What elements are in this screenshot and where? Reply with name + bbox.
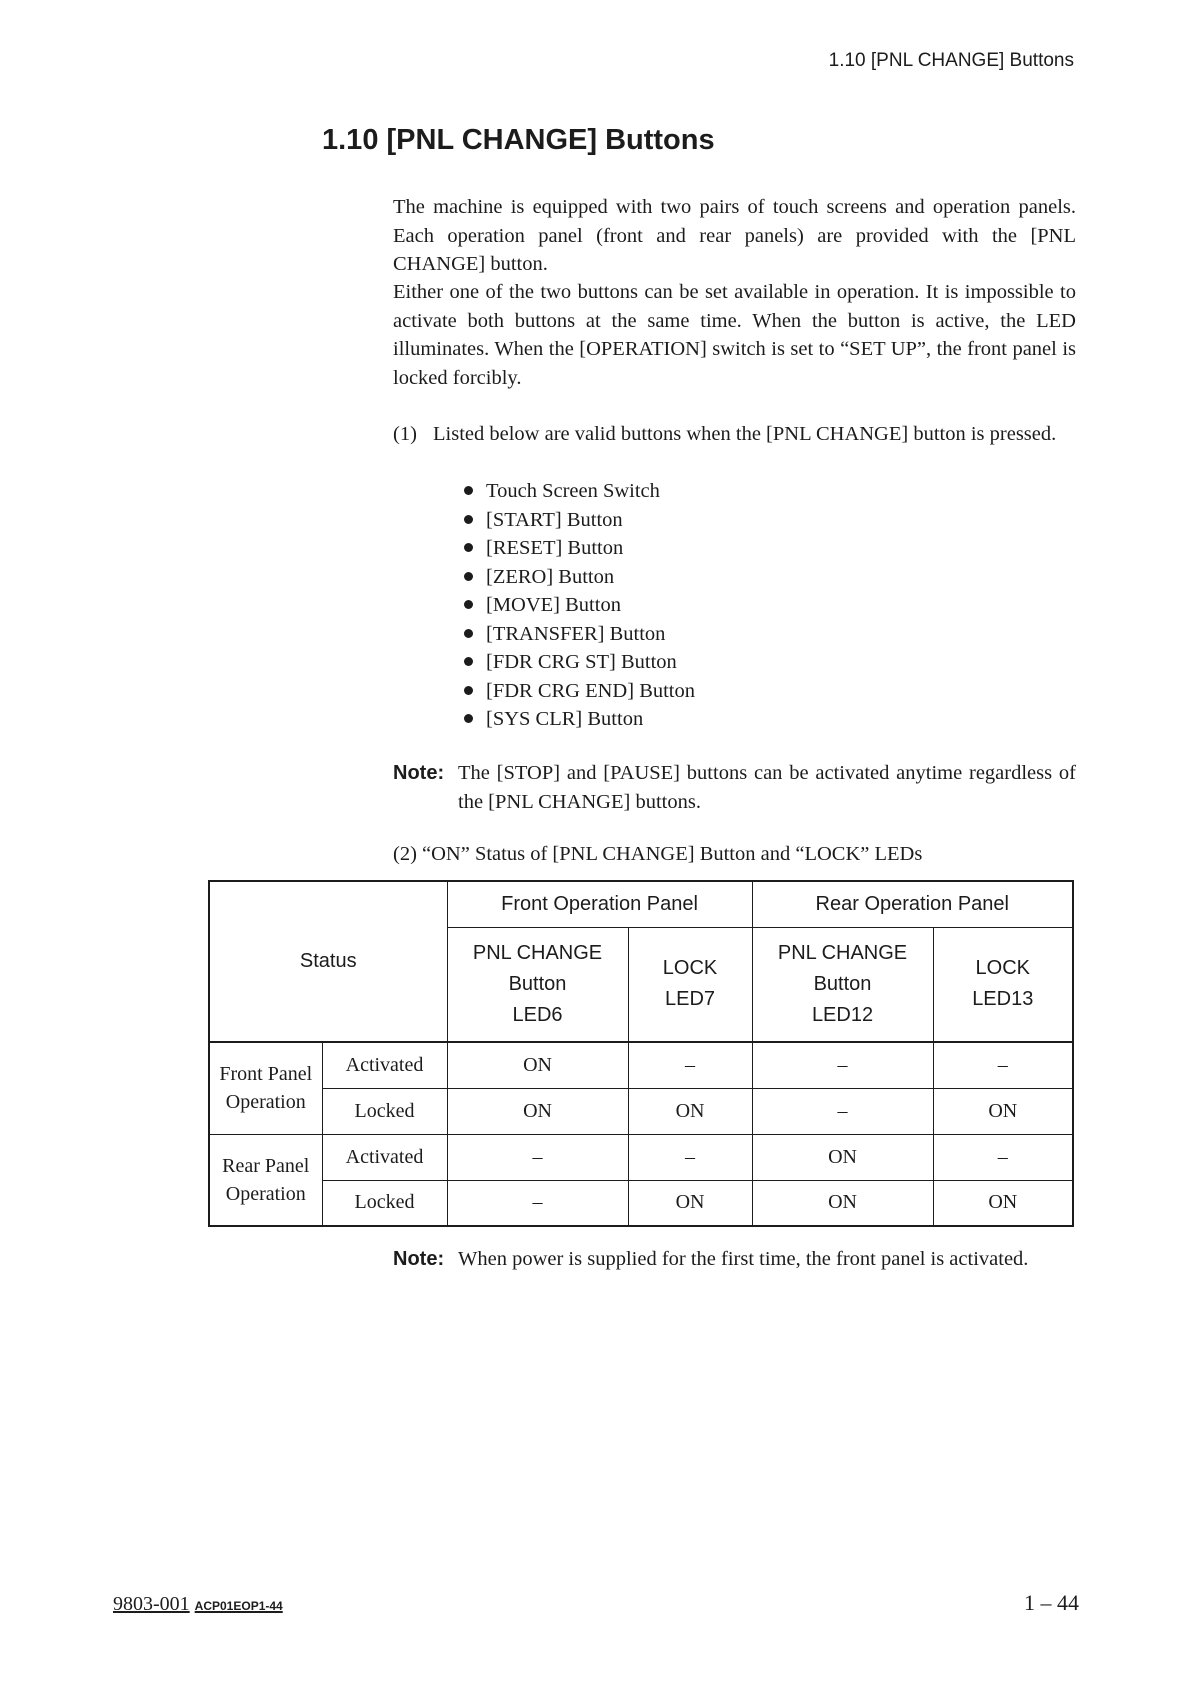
section-title: 1.10 [PNL CHANGE] Buttons xyxy=(322,124,715,156)
list-item: [RESET] Button xyxy=(462,534,695,563)
bullet-icon xyxy=(464,600,473,609)
state-cell: Activated xyxy=(322,1134,447,1180)
value-cell: – xyxy=(752,1088,933,1134)
value-cell: – xyxy=(447,1180,628,1226)
rear-panel-header: Rear Operation Panel xyxy=(752,881,1073,927)
value-cell: ON xyxy=(628,1180,752,1226)
bullet-icon xyxy=(464,543,473,552)
note-label: Note: xyxy=(393,1248,445,1270)
value-cell: ON xyxy=(933,1088,1073,1134)
footer-doc-number: 9803-001 ACP01EOP1-44 xyxy=(113,1593,283,1615)
status-header: Status xyxy=(209,881,447,1042)
front-panel-header: Front Operation Panel xyxy=(447,881,752,927)
note-text: When power is supplied for the first time, the front panel is activated. xyxy=(458,1248,1029,1270)
table-row xyxy=(209,1042,1073,1088)
item-number: (1) xyxy=(393,423,417,445)
value-cell: ON xyxy=(447,1042,628,1088)
value-cell: ON xyxy=(447,1088,628,1134)
state-cell: Locked xyxy=(322,1088,447,1134)
col-rear-lock: LOCK LED13 xyxy=(933,927,1073,1042)
value-cell: – xyxy=(933,1042,1073,1088)
list-item: [MOVE] Button xyxy=(462,591,695,620)
value-cell: – xyxy=(447,1134,628,1180)
table-row xyxy=(209,1134,1073,1180)
bullet-icon xyxy=(464,714,473,723)
note xyxy=(393,759,1076,816)
col-front-pnl-change: PNL CHANGE Button LED6 xyxy=(447,927,628,1042)
group-front-panel: Front Panel Operation xyxy=(209,1042,322,1134)
numbered-item xyxy=(393,420,1076,449)
intro-paragraph: Either one of the two buttons can be set available in operation. It is impossible to activate both buttons at the same time. When the button is active, the LED illuminates. When the [OPERATION] switch is set to “SET UP”, the front panel is locked forcibly. xyxy=(393,281,1076,389)
value-cell: – xyxy=(628,1134,752,1180)
col-rear-pnl-change: PNL CHANGE Button LED12 xyxy=(752,927,933,1042)
bullet-icon xyxy=(464,572,473,581)
list-item: [FDR CRG END] Button xyxy=(462,677,695,706)
bullet-icon xyxy=(464,657,473,666)
col-front-lock: LOCK LED7 xyxy=(628,927,752,1042)
value-cell: – xyxy=(933,1134,1073,1180)
state-cell: Activated xyxy=(322,1042,447,1088)
list-item: [ZERO] Button xyxy=(462,563,695,592)
page-number: 1 – 44 xyxy=(1024,1590,1079,1615)
bullet-icon xyxy=(464,515,473,524)
table-row xyxy=(209,1088,1073,1134)
value-cell: – xyxy=(752,1042,933,1088)
note-label: Note: xyxy=(393,762,445,784)
value-cell: ON xyxy=(752,1134,933,1180)
bullet-icon xyxy=(464,486,473,495)
value-cell: – xyxy=(628,1042,752,1088)
footer-doc-sub: ACP01EOP1-44 xyxy=(194,1599,283,1613)
value-cell: ON xyxy=(933,1180,1073,1226)
bullet-icon xyxy=(464,686,473,695)
value-cell: ON xyxy=(752,1180,933,1226)
list-item: [FDR CRG ST] Button xyxy=(462,648,695,677)
table-caption: (2) “ON” Status of [PNL CHANGE] Button and “LOCK” LEDs xyxy=(393,843,923,865)
note-text: The [STOP] and [PAUSE] buttons can be activated anytime regardless of the [PNL CHANGE] buttons. xyxy=(458,762,1076,813)
group-rear-panel: Rear Panel Operation xyxy=(209,1134,322,1226)
running-header: 1.10 [PNL CHANGE] Buttons xyxy=(828,50,1074,71)
item-text: Listed below are valid buttons when the [PNL CHANGE] button is pressed. xyxy=(433,423,1057,445)
value-cell: ON xyxy=(628,1088,752,1134)
table-row xyxy=(209,1180,1073,1226)
list-item: [START] Button xyxy=(462,506,695,535)
note xyxy=(393,1245,1076,1274)
list-item: [TRANSFER] Button xyxy=(462,620,695,649)
status-table xyxy=(208,880,1074,1227)
list-item: Touch Screen Switch xyxy=(462,477,695,506)
bullet-icon xyxy=(464,629,473,638)
valid-buttons-list xyxy=(462,477,695,734)
list-item: [SYS CLR] Button xyxy=(462,705,695,734)
intro-paragraph: The machine is equipped with two pairs of touch screens and operation panels. Each operation panel (front and rear panels) are provided with the [PNL CHANGE] button. xyxy=(393,196,1076,275)
state-cell: Locked xyxy=(322,1180,447,1226)
